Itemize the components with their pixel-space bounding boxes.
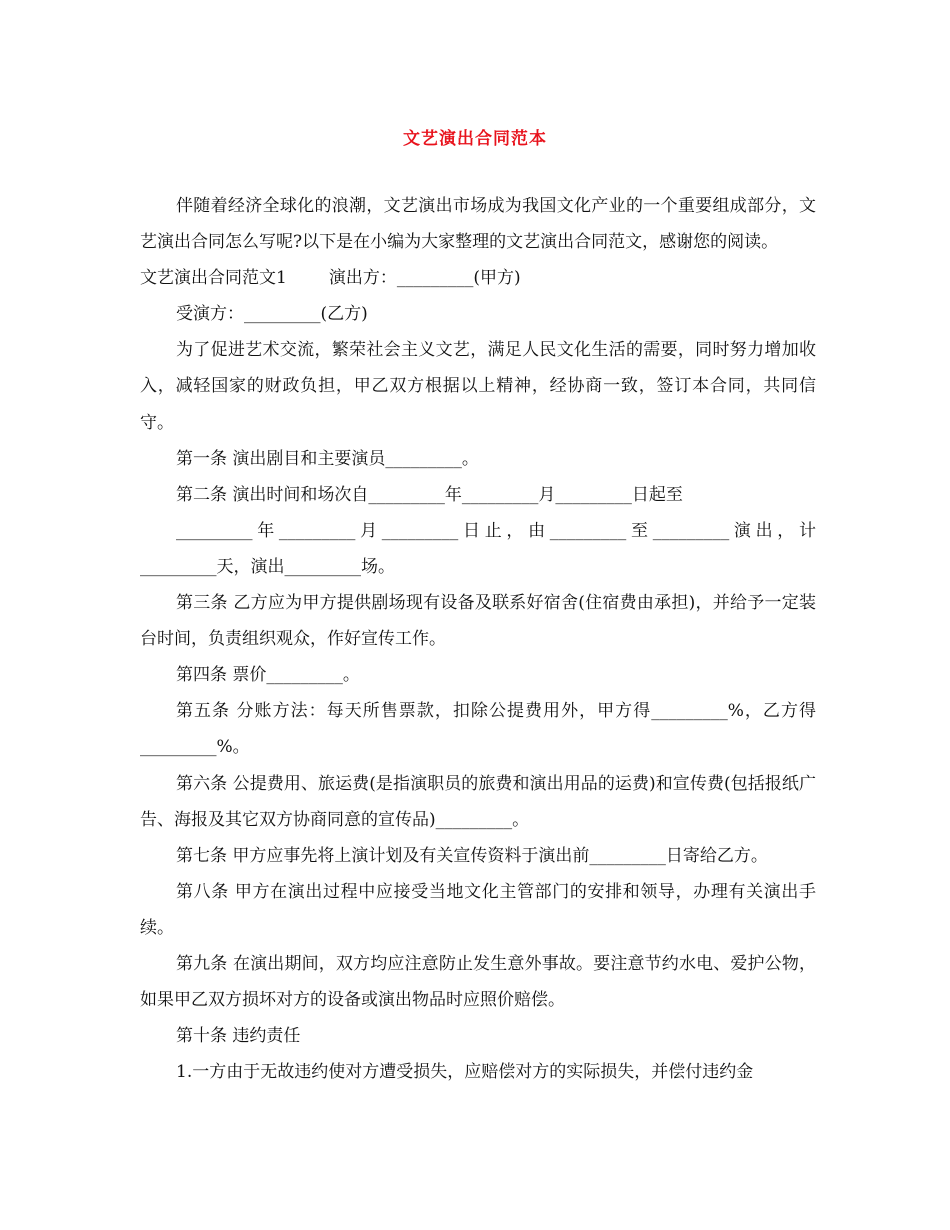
article-2: 第二条 演出时间和场次自_________年_________月_________日起至 xyxy=(176,484,683,505)
article-2-continued: _________年_________月_________日止，由_________至_________演出，计_________天，演出_________场。 xyxy=(140,520,816,577)
article-5: 第五条 分账方法：每天所售票款，扣除公提费用外，甲方得_________%，乙方得_________%。 xyxy=(140,701,816,758)
article-6: 第六条 公提费用、旅运费(是指演职员的旅费和演出用品的运费)和宣传费(包括报纸广告、海报及其它双方协商同意的宣传品)_________。 xyxy=(140,773,816,830)
article-4: 第四条 票价_________。 xyxy=(176,665,360,686)
sample-heading-line xyxy=(140,260,816,296)
party-b-line: 受演方：_________(乙方) xyxy=(176,304,368,325)
article-10-item-1: 1.一方由于无故违约使对方遭受损失，应赔偿对方的实际损失，并偿付违约金 xyxy=(176,1062,754,1083)
document-body xyxy=(140,188,816,1090)
article-3: 第三条 乙方应为甲方提供剧场现有设备及联系好宿舍(住宿费由承担)，并给予一定装台时间，负责组织观众，作好宣传工作。 xyxy=(140,593,816,650)
article-10: 第十条 违约责任 xyxy=(176,1026,301,1047)
party-a-line: 演出方：_________(甲方) xyxy=(328,268,521,289)
sample-heading: 文艺演出合同范文1 xyxy=(140,268,287,289)
article-7: 第七条 甲方应事先将上演计划及有关宣传资料于演出前_________日寄给乙方。 xyxy=(176,845,768,866)
article-8: 第八条 甲方在演出过程中应接受当地文化主管部门的安排和领导，办理有关演出手续。 xyxy=(140,881,816,938)
intro-paragraph: 伴随着经济全球化的浪潮，文艺演出市场成为我国文化产业的一个重要组成部分，文艺演出合同怎么写呢?以下是在小编为大家整理的文艺演出合同范文，感谢您的阅读。 xyxy=(140,196,816,253)
article-1: 第一条 演出剧目和主要演员_________。 xyxy=(176,448,479,469)
document-title: 文艺演出合同范本 xyxy=(403,129,547,149)
preamble-paragraph: 为了促进艺术交流，繁荣社会主义文艺，满足人民文化生活的需要，同时努力增加收入，减轻国家的财政负担，甲乙双方根据以上精神，经协商一致，签订本合同，共同信守。 xyxy=(140,340,816,433)
article-9: 第九条 在演出期间，双方均应注意防止发生意外事故。要注意节约水电、爱护公物，如果甲乙双方损坏对方的设备或演出物品时应照价赔偿。 xyxy=(140,953,816,1011)
